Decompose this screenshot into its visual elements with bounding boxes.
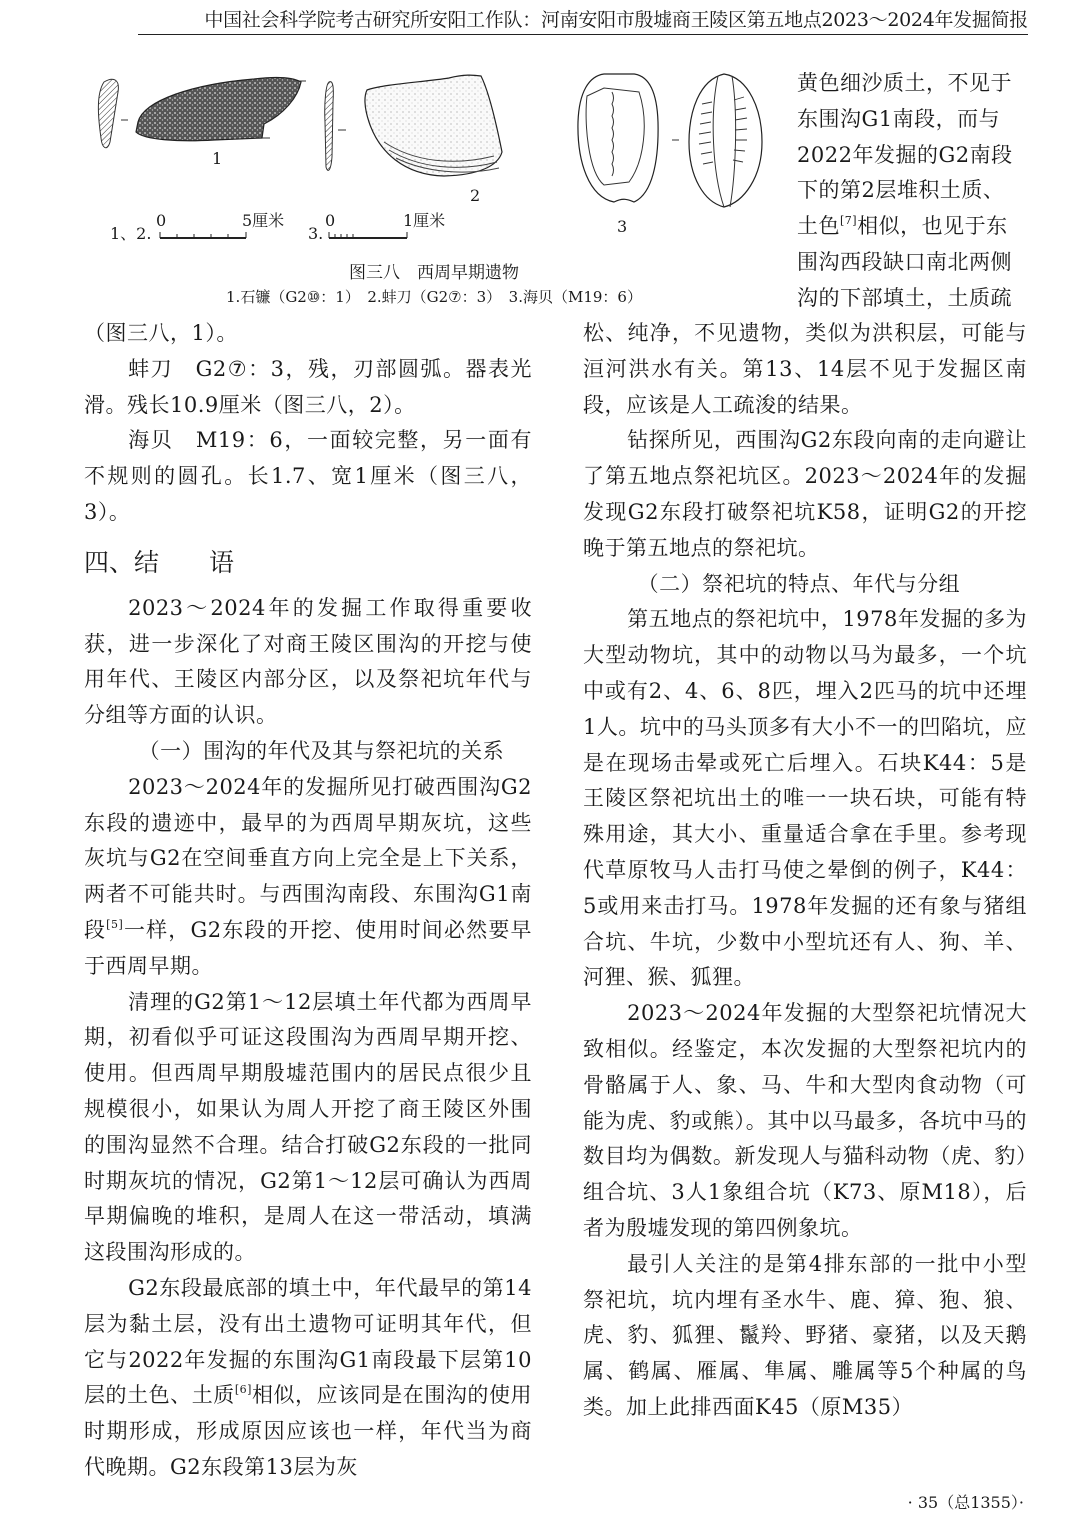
text-line: 围沟西段缺口南北两侧 bbox=[797, 249, 1012, 274]
figure-caption: 1.石镰（G2⑩：1） 2.蚌刀（G2⑦：3） 3.海贝（M19：6） bbox=[226, 288, 642, 306]
cowrie-shell-drawing bbox=[578, 74, 762, 207]
paragraph: 最引人关注的是第4排东部的一批中小型祭祀坑，坑内埋有圣水牛、鹿、獐、狍、狼、虎、豹、狐狸、鬣羚、野猪、豪猪，以及天鹅属、鹤属、雁属、隼属、雕属等5个种属的鸟类。加上此排西面K45（原M35） bbox=[583, 1251, 1027, 1419]
scale-bar-start: 0 bbox=[156, 211, 167, 230]
text-fragment: 一样，G2东段的开挖、使用时间必然要早于西周早期。 bbox=[84, 917, 532, 978]
text-line: 东围沟G1南段，而与 bbox=[797, 106, 1001, 131]
paragraph: 2023～2024年的发掘工作取得重要收获，进一步深化了对商王陵区围沟的开挖与使用年代、王陵区内部分区，以及祭祀坑年代与分组等方面的认识。 bbox=[84, 595, 532, 728]
subsection-heading: （一）围沟的年代及其与祭祀坑的关系 bbox=[138, 738, 505, 763]
page-number: · 35（总1355）· bbox=[907, 1493, 1024, 1512]
footnote-ref[interactable]: [7] bbox=[840, 214, 858, 228]
scale-bar-prefix: 3. bbox=[308, 224, 324, 243]
paragraph: 清理的G2第1～12层填土年代都为西周早期，初看似乎可证这段围沟为西周早期开挖、使用。但西周早期殷墟范围内的居民点很少且规模很小，如果认为周人开挖了商王陵区外围的围沟显然不合理。结合打破G2东段的一批同时期灰坑的情况，G2第1～12层可确认为西周早期偏晚的堆积，是周人在这一带活动，填满这段围沟形成的。 bbox=[84, 989, 532, 1265]
paragraph bbox=[84, 770, 532, 985]
text-line: 2022年发掘的G2南段 bbox=[797, 142, 1013, 167]
figure-item-label: 1 bbox=[212, 149, 223, 168]
paragraph bbox=[84, 1271, 532, 1486]
paragraph: 松、纯净，不见遗物，类似为洪积层，可能与洹河洪水有关。第13、14层不见于发掘区南段，应该是人工疏浚的结果。 bbox=[583, 321, 1027, 417]
right-column bbox=[583, 316, 1027, 1426]
text-line: 沟的下部填土，土质疏 bbox=[797, 285, 1012, 310]
shell-knife-drawing bbox=[325, 75, 502, 176]
text-fragment: 相似，也见于东 bbox=[857, 214, 1008, 239]
scale-bar-end: 5厘米 bbox=[242, 211, 285, 230]
scale-bar-end: 1厘米 bbox=[403, 211, 446, 230]
scale-bar-start: 0 bbox=[325, 211, 336, 230]
figure-title: 图三八 西周早期遗物 bbox=[349, 263, 519, 283]
text-line: 黄色细沙质土，不见于 bbox=[797, 71, 1012, 95]
footnote-ref[interactable]: [6] bbox=[234, 1383, 252, 1397]
figure-item-label: 3 bbox=[617, 217, 628, 236]
paragraph: （图三八，1）。 bbox=[84, 321, 238, 345]
paragraph: 蚌刀 G2⑦：3，残，刃部圆弧。器表光滑。残长10.9厘米（图三八，2）。 bbox=[84, 356, 532, 417]
paragraph: 海贝 M19：6，一面较完整，另一面有不规则的圆孔。长1.7、宽1厘米（图三八，3）。 bbox=[84, 428, 532, 524]
scale-bar-3 bbox=[329, 232, 407, 238]
paragraph: 钻探所见，西围沟G2东段向南的走向避让了第五地点祭祀坑区。2023～2024年的发掘发现G2东段打破祭祀坑K58，证明G2的开挖晚于第五地点的祭祀坑。 bbox=[583, 428, 1027, 560]
stone-sickle-drawing bbox=[98, 78, 306, 148]
figure-item-label: 2 bbox=[470, 186, 481, 205]
text-fragment: 相似，应该同是在围沟的使用时期形成，形成原因应该也一样，年代当为商代晚期。G2东段第13层为灰 bbox=[84, 1383, 533, 1479]
text-fragment: G2东段最底部的填土中，年代最早的第14层为黏土层，没有出土遗物可证明其年代，但它与2022年发掘的东围沟G1南段最下层第10层的土色、土质 bbox=[84, 1275, 532, 1408]
scale-bar-prefix: 1、2. bbox=[110, 224, 152, 243]
subsection-heading: （二）祭祀坑的特点、年代与分组 bbox=[637, 571, 961, 596]
text-line: 下的第2层堆积土质、 bbox=[797, 178, 1005, 203]
text-fragment: 2023～2024年的发掘所见打破西围沟G2东段的遗迹中，最早的为西周早期灰坑，这些灰坑与G2在空间垂直方向上完全是上下关系，两者不可能共时。与西围沟南段、东围沟G1南段 bbox=[84, 774, 532, 942]
text-fragment: 土色 bbox=[797, 214, 840, 239]
text-line bbox=[797, 209, 1027, 245]
scale-bar-1-2 bbox=[160, 232, 246, 238]
section-heading: 四、结 语 bbox=[84, 547, 235, 577]
left-column bbox=[84, 316, 532, 1486]
paragraph: 第五地点的祭祀坑中，1978年发掘的多为大型动物坑，其中的动物以马为最多，一个坑中或有2、4、6、8匹，埋入2匹马的坑中还埋1人。坑中的马头顶多有大小不一的凹陷坑，应是在现场击晕或死亡后埋入。石块K44：5是王陵区祭祀坑出土的唯一一块石块，可能有特殊用途，其大小、重量适合拿在手里。参考现代草原牧马人击打马使之晕倒的例子，K44：5或用来击打马。1978年发掘的还有象与猪组合坑、牛坑，少数中小型坑还有人、狗、羊、河狸、猴、狐狸。 bbox=[583, 607, 1027, 990]
figure-38 bbox=[84, 62, 784, 310]
figure-drawings bbox=[84, 62, 784, 262]
right-column-top bbox=[797, 66, 1027, 317]
paragraph: 2023～2024年发掘的大型祭祀坑情况大致相似。经鉴定，本次发掘的大型祭祀坑内的骨骼属于人、象、马、牛和大型肉食动物（可能为虎、豹或熊）。其中以马最多，各坑中马的数目均为偶数。新发现人与猫科动物（虎、豹）组合坑、3人1象组合坑（K73、原M18），后者为殷墟发现的第四例象坑。 bbox=[583, 1001, 1027, 1240]
footnote-ref[interactable]: [5] bbox=[106, 917, 124, 931]
running-header: 中国社会科学院考古研究所安阳工作队：河南安阳市殷墟商王陵区第五地点2023～2024年发掘简报 bbox=[138, 6, 1028, 35]
